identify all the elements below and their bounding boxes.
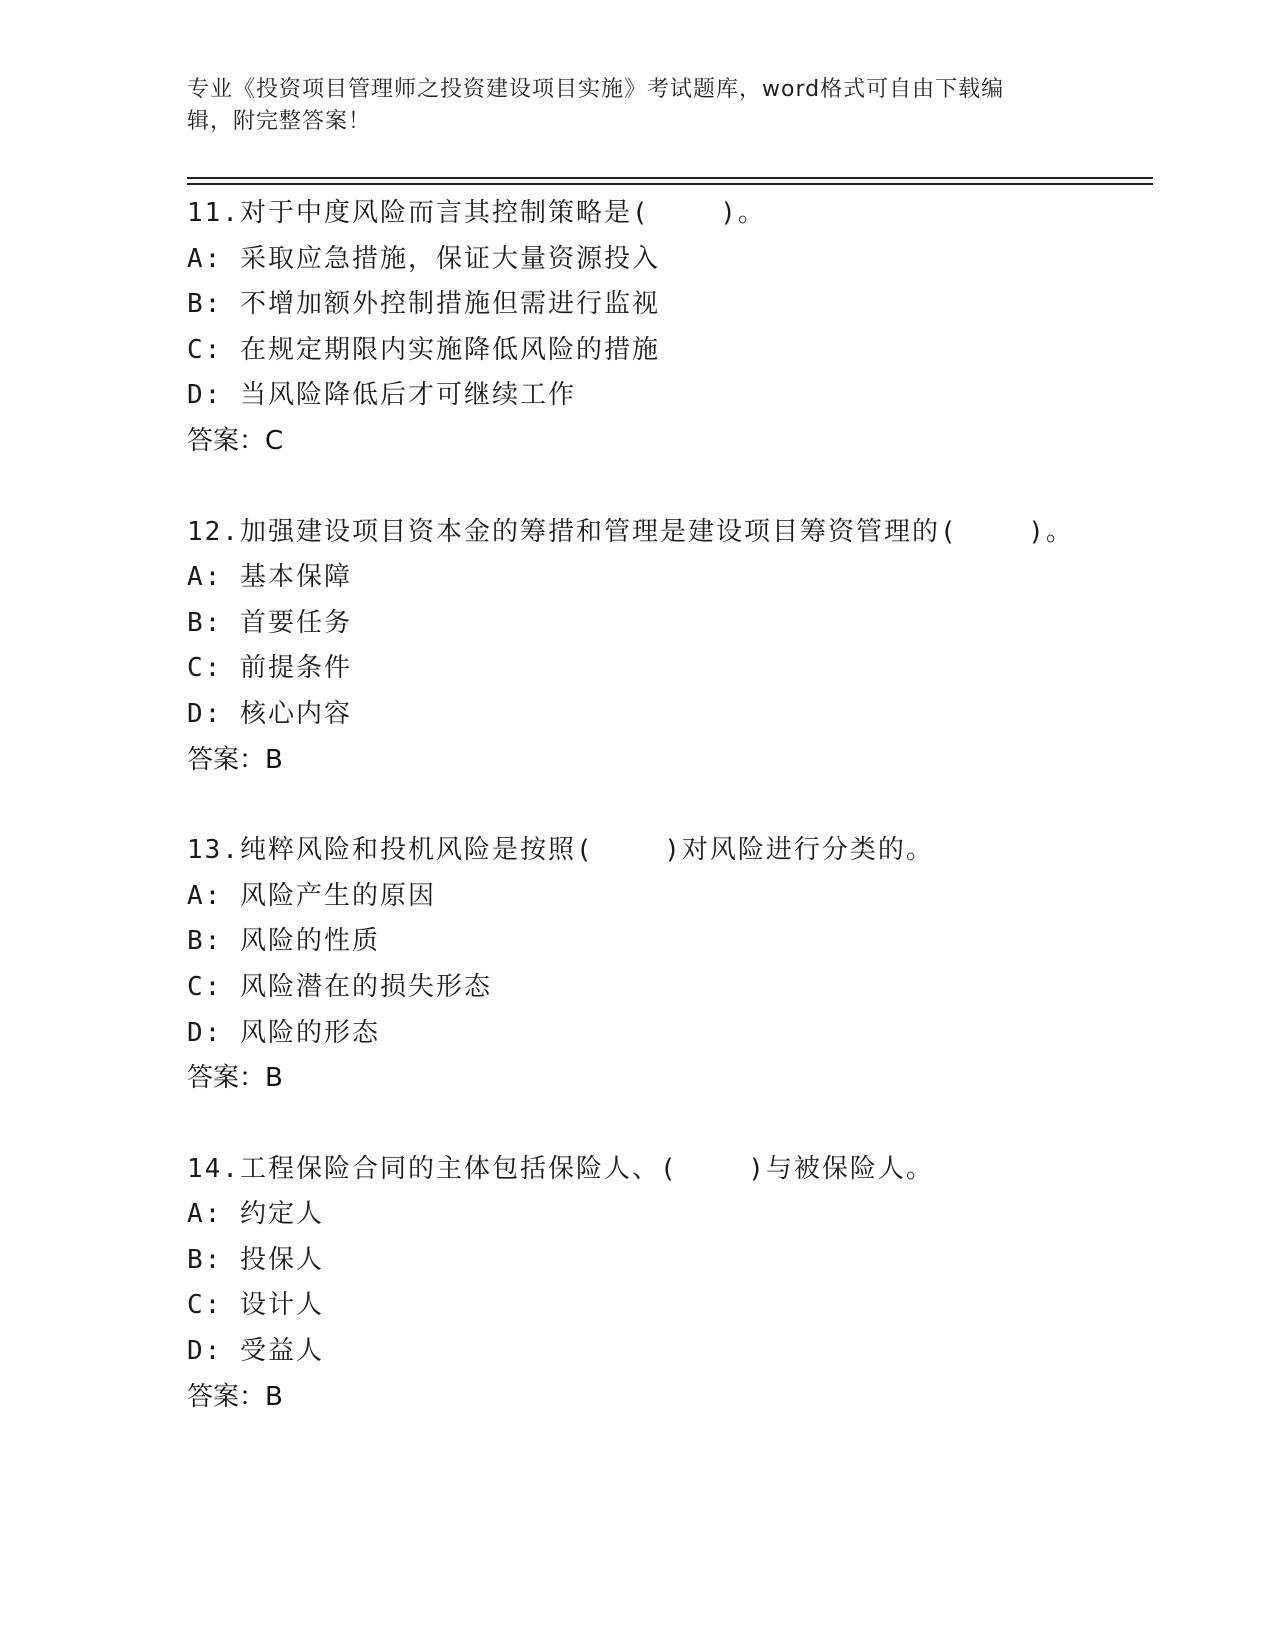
option-c: C: 前提条件	[187, 653, 352, 684]
option-a: A: 基本保障	[187, 562, 352, 593]
document-header	[187, 74, 1067, 138]
question-stem: 13.纯粹风险和投机风险是按照( )对风险进行分类的。	[187, 835, 934, 866]
question-12	[187, 510, 1167, 784]
answer-text: 答案：B	[187, 1063, 283, 1094]
option-b: B: 不增加额外控制措施但需进行监视	[187, 289, 660, 320]
option-c: C: 设计人	[187, 1290, 324, 1321]
option-d: D: 当风险降低后才可继续工作	[187, 380, 576, 411]
question-stem: 12.加强建设项目资本金的筹措和管理是建设项目筹资管理的( )。	[187, 516, 1074, 547]
question-stem: 14.工程保险合同的主体包括保险人、( )与被保险人。	[187, 1153, 934, 1184]
answer-text: 答案：C	[187, 425, 284, 456]
option-d: D: 风险的形态	[187, 1017, 380, 1048]
option-a: A: 采取应急措施，保证大量资源投入	[187, 243, 660, 274]
option-b: B: 首要任务	[187, 607, 352, 638]
answer-text: 答案：B	[187, 744, 283, 775]
header-divider-top	[187, 177, 1153, 179]
question-11	[187, 191, 1167, 465]
option-b: B: 风险的性质	[187, 926, 380, 957]
option-a: A: 风险产生的原因	[187, 880, 436, 911]
answer-text: 答案：B	[187, 1381, 283, 1412]
header-line-1: 专业《投资项目管理师之投资建设项目实施》考试题库，word格式可自由下载编	[187, 77, 1005, 102]
question-14	[187, 1147, 1167, 1421]
question-stem: 11.对于中度风险而言其控制策略是( )。	[187, 198, 766, 228]
option-d: D: 受益人	[187, 1336, 324, 1367]
option-b: B: 投保人	[187, 1244, 324, 1275]
option-c: C: 在规定期限内实施降低风险的措施	[187, 334, 660, 365]
question-13	[187, 828, 1167, 1102]
question-list	[187, 191, 1167, 1465]
header-divider-bottom	[187, 183, 1153, 185]
option-c: C: 风险潜在的损失形态	[187, 971, 492, 1002]
option-a: A: 约定人	[187, 1199, 324, 1230]
option-d: D: 核心内容	[187, 698, 352, 729]
header-line-2: 辑，附完整答案！	[187, 109, 372, 134]
